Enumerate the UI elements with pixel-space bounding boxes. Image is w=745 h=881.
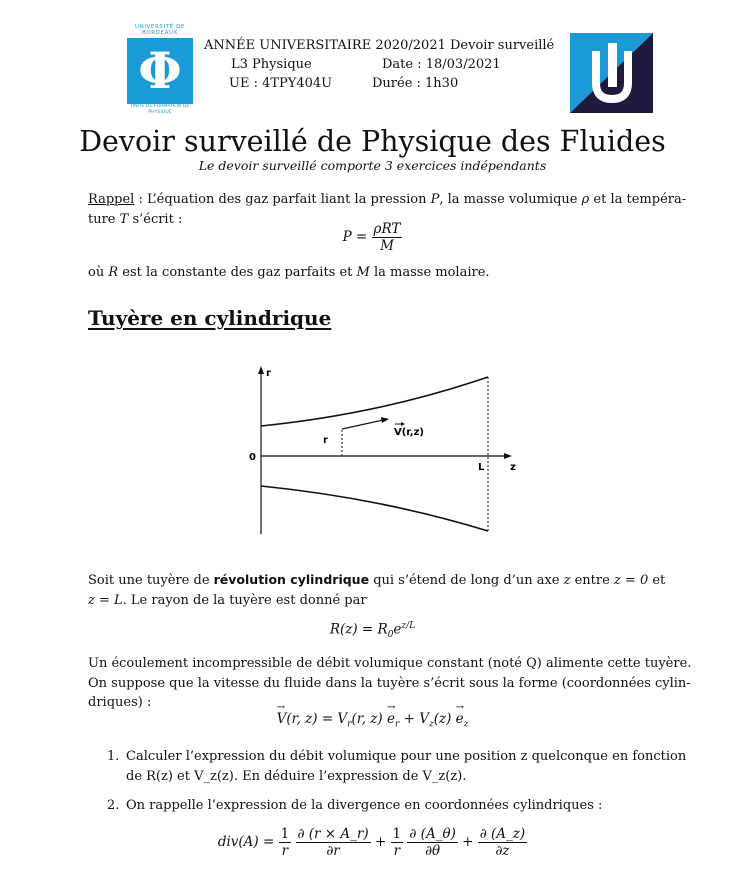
nozzle-description: Soit une tuyère de révolution cylindrique qui s’étend de long d’un axe z entre z = 0 et z = L. Le rayon de la tuyère est donné par [88, 572, 666, 608]
section-heading: Tuyère en cylindrique [88, 306, 332, 330]
department-logo-icon [570, 33, 653, 113]
exam-date: Date : 18/03/2021 [382, 57, 501, 72]
course-level: L3 Physique [231, 57, 312, 72]
page-title: Devoir surveillé de Physique des Fluides [79, 125, 666, 158]
radius-label: r [323, 435, 328, 446]
rappel-label: Rappel [88, 192, 135, 207]
velocity-label: V(r,z) [394, 427, 424, 438]
university-logo [127, 24, 193, 115]
z-axis-label: z [510, 462, 516, 473]
academic-year: ANNÉE UNIVERSITAIRE 2020/2021 Devoir surveillé [204, 38, 555, 53]
velocity-equation: → V(r, $z) = V_r(r$, z) → $e_r + V_z(z)$ → $e_z$ [276, 702, 469, 730]
unit-name: UNITÉ DE FORMATION DE PHYSIQUE [130, 104, 190, 115]
ideal-gas-equation: P = $\frac{\text{ρRT}}{M}$ [342, 221, 401, 254]
length-label: L [478, 462, 485, 473]
nozzle-lower-wall [261, 486, 488, 531]
question-2: On rappelle l’expression de la divergence en coordonnées cylindriques : [126, 798, 603, 813]
rappel-explanation: où R est la constante des gaz parfaits et M la masse molaire. [88, 265, 490, 280]
nozzle-upper-wall [261, 377, 488, 426]
origin-label: 0 [249, 452, 256, 463]
exam-duration: Durée : 1h30 [372, 76, 459, 91]
phi-logo-icon: Φ [138, 41, 182, 100]
page-subtitle: Le devoir surveillé comporte 3 exercices indépendants [198, 158, 547, 173]
radius-equation: $R(z) = R_0e^{z/L}$ [329, 621, 416, 641]
divergence-equation: div(A) = $\frac{1}{r}$ $\frac{\partial (r \times A\_r)}{\partial r}$ + $\frac{1}{r}$ $\frac{\partial (A\_\theta)}{\partial\theta}$ + $\frac{\partial (A\_z)}{\partial z}$ [217, 826, 526, 859]
question-1-number: 1. [107, 749, 120, 764]
rappel-paragraph: Rappel : L’équation des gaz parfait liant la pression P, la masse volumique ρ et la tempéra- ture T s’écrit : [88, 192, 687, 227]
r-axis-label: r [266, 368, 271, 379]
flow-description: Un écoulement incompressible de débit volumique constant (noté Q) alimente cette tuyère. On suppose que la vitesse du fluide dans la tuyère s’écrit sous la forme (coordonnées cylin- driques) : [88, 656, 692, 710]
course-code: UE : 4TPY404U [229, 76, 333, 91]
question-1: Calculer l’expression du débit volumique pour une position z quelconque en fonction de R(z) et V_z(z). En déduire l’expression de V_z(z). [126, 749, 687, 784]
question-2-number: 2. [107, 798, 120, 813]
velocity-vector [342, 420, 383, 429]
university-name: UNIVERSITÉ DE BORDEAUX [134, 24, 186, 36]
nozzle-diagram [240, 362, 540, 542]
